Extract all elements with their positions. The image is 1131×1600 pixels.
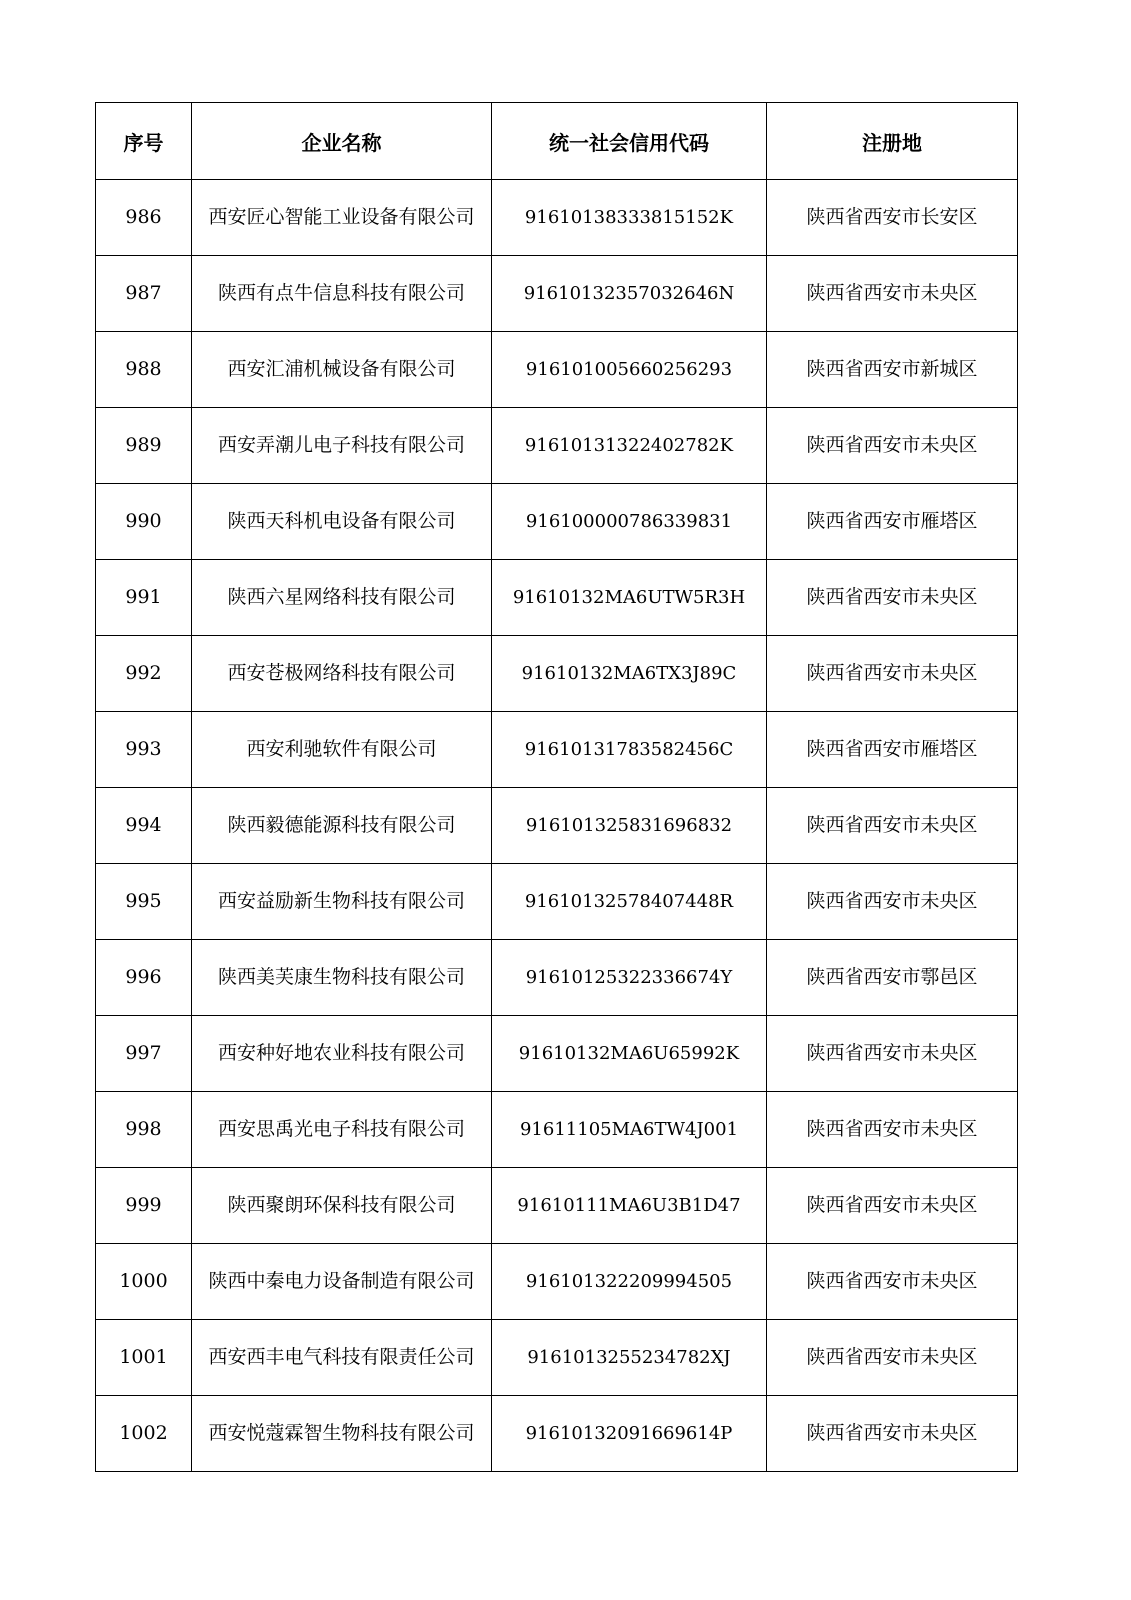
row-company-name: 西安益励新生物科技有限公司 [192, 864, 492, 940]
row-company-name: 西安种好地农业科技有限公司 [192, 1016, 492, 1092]
table-row [96, 484, 1018, 560]
row-registered-place: 陕西省西安市新城区 [767, 332, 1018, 408]
table-row [96, 560, 1018, 636]
row-credit-code: 91611105MA6TW4J001 [492, 1092, 767, 1168]
table-row [96, 1244, 1018, 1320]
row-credit-code: 916101325831696832 [492, 788, 767, 864]
table-row [96, 1396, 1018, 1472]
header-registered-place: 注册地 [767, 103, 1018, 180]
row-index: 988 [96, 332, 192, 408]
table-row [96, 1320, 1018, 1396]
row-index: 986 [96, 180, 192, 256]
row-company-name: 西安弄潮儿电子科技有限公司 [192, 408, 492, 484]
row-index: 994 [96, 788, 192, 864]
row-registered-place: 陕西省西安市长安区 [767, 180, 1018, 256]
row-company-name: 陕西美芙康生物科技有限公司 [192, 940, 492, 1016]
row-credit-code: 91610125322336674Y [492, 940, 767, 1016]
row-company-name: 陕西有点牛信息科技有限公司 [192, 256, 492, 332]
table-row [96, 712, 1018, 788]
table-row [96, 864, 1018, 940]
row-credit-code: 91610132MA6TX3J89C [492, 636, 767, 712]
header-company-name: 企业名称 [192, 103, 492, 180]
row-registered-place: 陕西省西安市雁塔区 [767, 712, 1018, 788]
enterprise-table [95, 102, 1018, 1472]
row-registered-place: 陕西省西安市未央区 [767, 256, 1018, 332]
row-company-name: 陕西天科机电设备有限公司 [192, 484, 492, 560]
row-index: 991 [96, 560, 192, 636]
header-index: 序号 [96, 103, 192, 180]
row-company-name: 西安西丰电气科技有限责任公司 [192, 1320, 492, 1396]
row-index: 992 [96, 636, 192, 712]
row-registered-place: 陕西省西安市未央区 [767, 1092, 1018, 1168]
row-index: 995 [96, 864, 192, 940]
row-credit-code: 91610132MA6UTW5R3H [492, 560, 767, 636]
row-index: 990 [96, 484, 192, 560]
row-credit-code: 91610138333815152K [492, 180, 767, 256]
row-credit-code: 91610132578407448R [492, 864, 767, 940]
row-index: 987 [96, 256, 192, 332]
row-company-name: 西安苍极网络科技有限公司 [192, 636, 492, 712]
row-registered-place: 陕西省西安市未央区 [767, 636, 1018, 712]
row-credit-code: 916100000786339831 [492, 484, 767, 560]
table-row [96, 1168, 1018, 1244]
table-row [96, 408, 1018, 484]
row-company-name: 陕西中秦电力设备制造有限公司 [192, 1244, 492, 1320]
row-index: 997 [96, 1016, 192, 1092]
table-row [96, 788, 1018, 864]
row-registered-place: 陕西省西安市鄠邑区 [767, 940, 1018, 1016]
row-registered-place: 陕西省西安市未央区 [767, 560, 1018, 636]
table-row [96, 940, 1018, 1016]
header-row [96, 103, 1018, 180]
row-credit-code: 916101005660256293 [492, 332, 767, 408]
row-index: 996 [96, 940, 192, 1016]
table-row [96, 1092, 1018, 1168]
row-company-name: 陕西毅德能源科技有限公司 [192, 788, 492, 864]
row-registered-place: 陕西省西安市未央区 [767, 1016, 1018, 1092]
row-registered-place: 陕西省西安市未央区 [767, 864, 1018, 940]
row-index: 1000 [96, 1244, 192, 1320]
row-company-name: 陕西聚朗环保科技有限公司 [192, 1168, 492, 1244]
row-index: 1002 [96, 1396, 192, 1472]
row-index: 999 [96, 1168, 192, 1244]
table-row [96, 636, 1018, 712]
row-index: 1001 [96, 1320, 192, 1396]
table-row [96, 1016, 1018, 1092]
table-row [96, 180, 1018, 256]
row-index: 989 [96, 408, 192, 484]
table-body [96, 180, 1018, 1472]
row-credit-code: 91610132091669614P [492, 1396, 767, 1472]
row-credit-code: 91610132357032646N [492, 256, 767, 332]
row-credit-code: 916101322209994505 [492, 1244, 767, 1320]
row-credit-code: 9161013255234782XJ [492, 1320, 767, 1396]
row-registered-place: 陕西省西安市未央区 [767, 1244, 1018, 1320]
table-header [96, 103, 1018, 180]
row-company-name: 陕西六星网络科技有限公司 [192, 560, 492, 636]
row-company-name: 西安汇浦机械设备有限公司 [192, 332, 492, 408]
row-index: 998 [96, 1092, 192, 1168]
table-row [96, 332, 1018, 408]
row-credit-code: 91610132MA6U65992K [492, 1016, 767, 1092]
row-credit-code: 91610111MA6U3B1D47 [492, 1168, 767, 1244]
row-registered-place: 陕西省西安市未央区 [767, 1320, 1018, 1396]
row-company-name: 西安思禹光电子科技有限公司 [192, 1092, 492, 1168]
row-registered-place: 陕西省西安市未央区 [767, 408, 1018, 484]
row-company-name: 西安利驰软件有限公司 [192, 712, 492, 788]
row-index: 993 [96, 712, 192, 788]
table-row [96, 256, 1018, 332]
row-company-name: 西安匠心智能工业设备有限公司 [192, 180, 492, 256]
row-registered-place: 陕西省西安市未央区 [767, 788, 1018, 864]
row-registered-place: 陕西省西安市雁塔区 [767, 484, 1018, 560]
row-registered-place: 陕西省西安市未央区 [767, 1396, 1018, 1472]
header-credit-code: 统一社会信用代码 [492, 103, 767, 180]
row-registered-place: 陕西省西安市未央区 [767, 1168, 1018, 1244]
row-credit-code: 91610131783582456C [492, 712, 767, 788]
row-credit-code: 91610131322402782K [492, 408, 767, 484]
row-company-name: 西安悦蔻霖智生物科技有限公司 [192, 1396, 492, 1472]
